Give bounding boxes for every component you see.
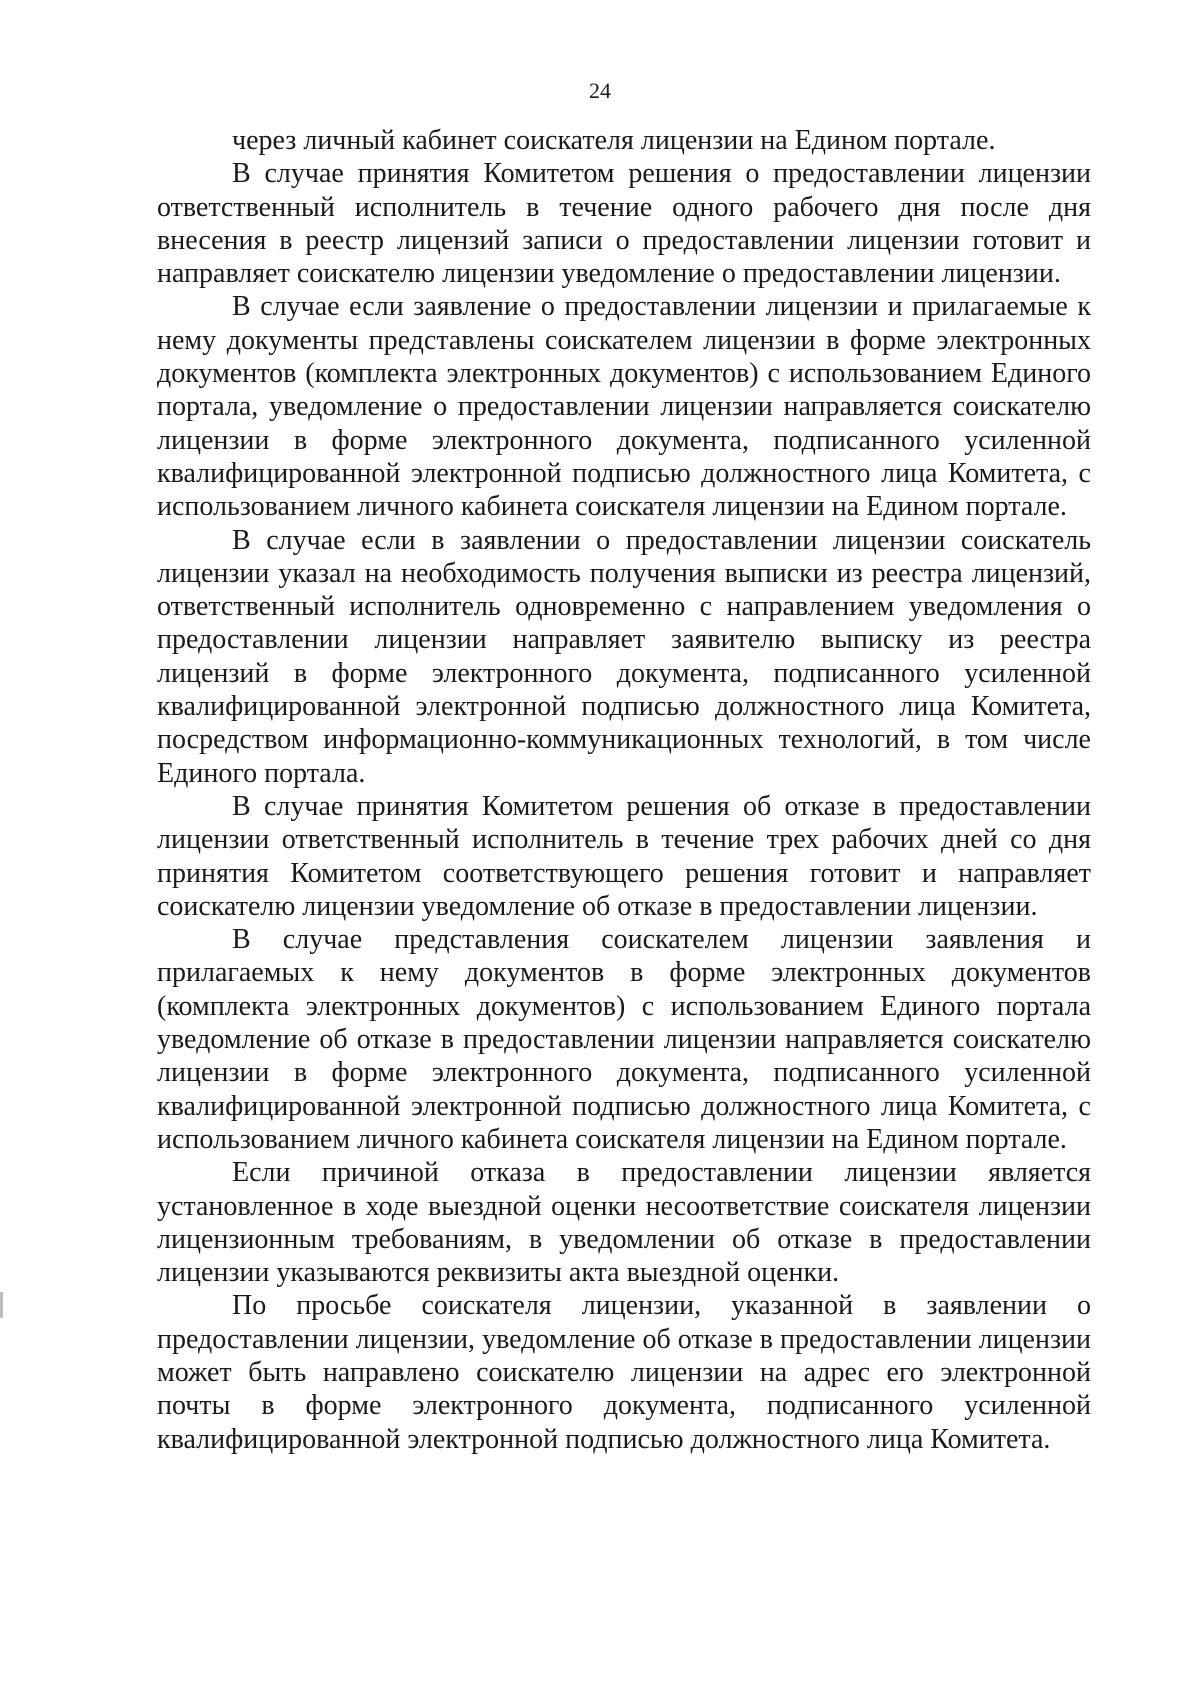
paragraph-refusal-decision: В случае принятия Комитетом решения об отказе в предоставлении лицензии ответственный исполнитель в течение трех рабочих дней со дня принятия Комитетом соответствующего решения готовит и направляет соискателю лицензии уведомление об отказе в предоставлении лицензии. xyxy=(157,790,1091,922)
page-number: 24 xyxy=(589,78,611,103)
paragraph-electronic-notice: В случае если заявление о предоставлении лицензии и прилагаемые к нему документы представлены соискателем лицензии в форме электронных документов (комплекта электронных документов) с использованием Единого портала, уведомление о предоставлении лицензии направляется соискателю лицензии в форме электронного документа, подписанного усиленной квалифицированной электронной подписью должностного лица Комитета, с использованием личного кабинета соискателя лицензии на Едином портале. xyxy=(157,291,1091,523)
document-body xyxy=(157,124,1091,1456)
paragraph-email-request: По просьбе соискателя лицензии, указанной в заявлении о предоставлении лицензии, уведомление об отказе в предоставлении лицензии может быть направлено соискателю лицензии на адрес его электронной почты в форме электронного документа, подписанного усиленной квалифицированной электронной подписью должностного лица Комитета. xyxy=(157,1290,1091,1455)
paragraph-registry-extract: В случае если в заявлении о предоставлении лицензии соискатель лицензии указал на необходимость получения выписки из реестра лицензий, ответственный исполнитель одновременно с направлением уведомления о предоставлении лицензии направляет заявителю выписку из реестра лицензий в форме электронного документа, подписанного усиленной квалифицированной электронной подписью должностного лица Комитета, посредством информационно-коммуникационных технологий, в том числе Единого портала. xyxy=(157,524,1091,789)
paragraph-electronic-refusal: В случае представления соискателем лицензии заявления и прилагаемых к нему документов в форме электронных документов (комплекта электронных документов) с использованием Единого портала уведомление об отказе в предоставлении лицензии направляется соискателю лицензии в форме электронного документа, подписанного усиленной квалифицированной электронной подписью должностного лица Комитета, с использованием личного кабинета соискателя лицензии на Едином портале. xyxy=(157,924,1091,1155)
scan-edge-mark xyxy=(0,1292,3,1318)
paragraph-continuation: через личный кабинет соискателя лицензии на Едином портале. xyxy=(232,125,996,156)
paragraph-license-granted: В случае принятия Комитетом решения о предоставлении лицензии ответственный исполнитель в течение одного рабочего дня после дня внесения в реестр лицензий записи о предоставлении лицензии готовит и направляет соискателю лицензии уведомление о предоставлении лицензии. xyxy=(157,158,1091,290)
paragraph-refusal-reason: Если причиной отказа в предоставлении лицензии является установленное в ходе выездной оценки несоответствие соискателя лицензии лицензионным требованиям, в уведомлении об отказе в предоставлении лицензии указываются реквизиты акта выездной оценки. xyxy=(157,1157,1091,1289)
